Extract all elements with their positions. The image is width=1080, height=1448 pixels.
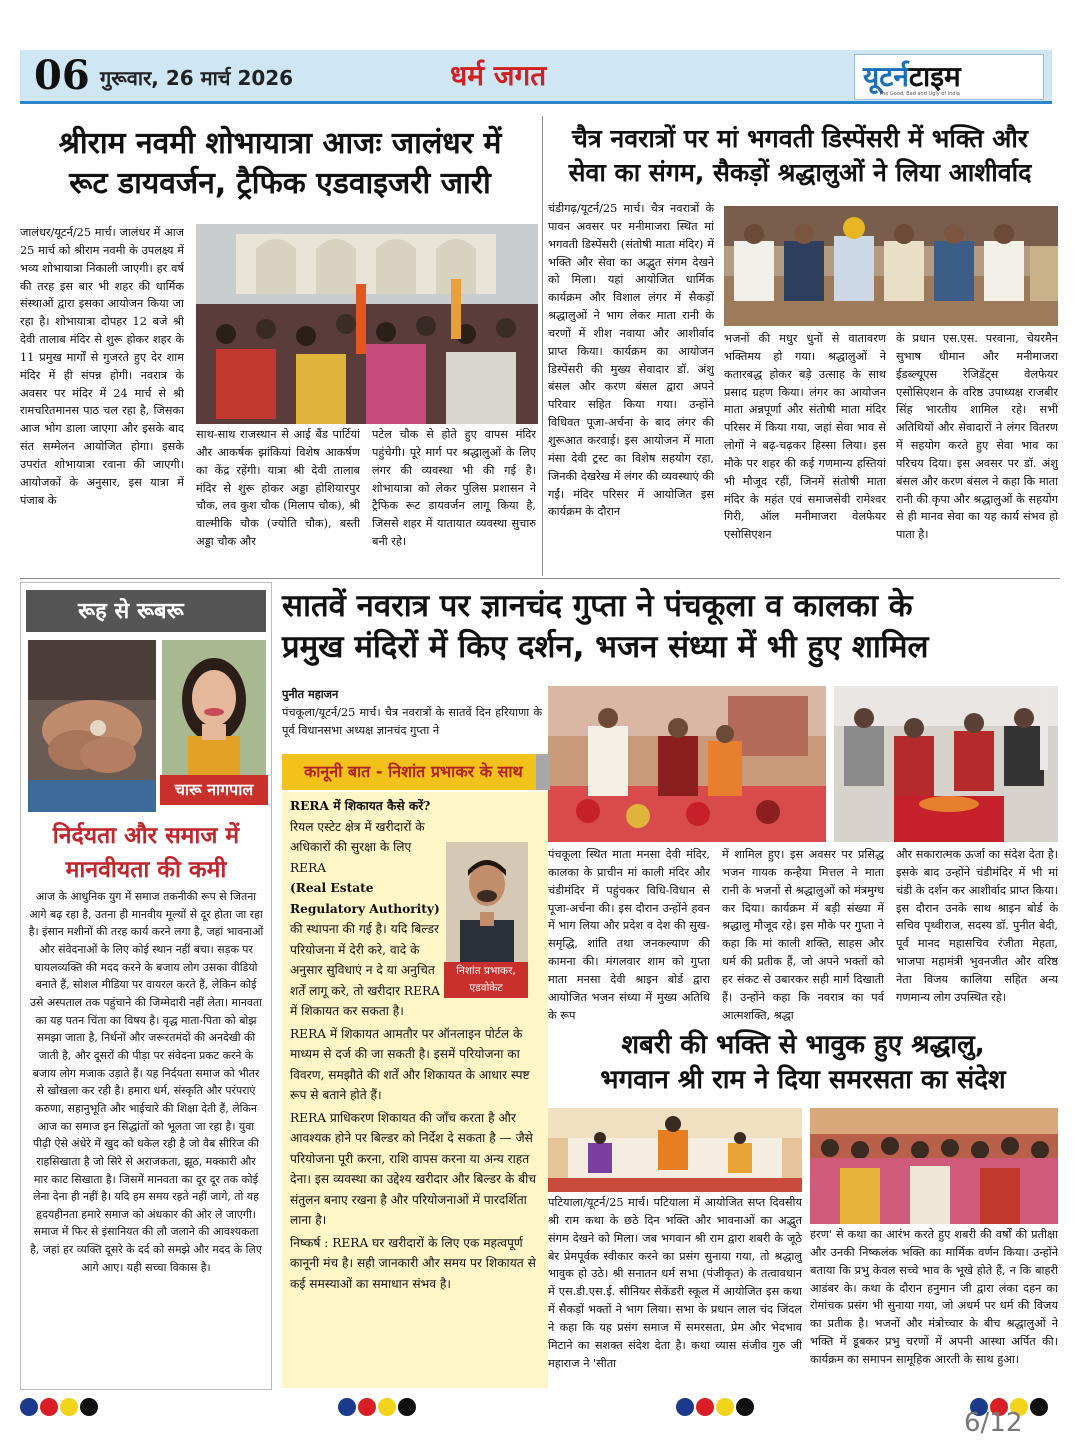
article4-headline-line1: शबरी की भक्ति से भावुक हुए श्रद्धालु,: [621, 1030, 985, 1060]
article1-col2: साथ-साथ राजस्थान से आई बैंड पार्टियां और आकर्षक झांकियां विशेष आकर्षण का केंद्र रहेंगी। यात्रा श्री देवी तालाब मंदिर से शुरू होकर अड्डा होशियारपुर चौक, लव कुश चौक (मिलाप चौक), श्री वाल्मीकि चौक (ज्योति चौक), बस्ती अड्डा चौक और: [196, 428, 360, 549]
article3-headline-line1: सातवें नवरात्र पर ज्ञानचंद गुप्ता ने पंचकूला व कालका के: [282, 588, 913, 624]
article4-col1: पटियाला/यूटर्न/25 मार्च। पटियाला में आयोजित सप्त दिवसीय श्री राम कथा के छठे दिन भक्ति और भावनाओं का अद्भुत संगम देखने को मिला। जब भगवान श्री राम द्वारा शबरी के जूठे बेर प्रेमपूर्वक स्वीकार करने का प्रसंग सुनाया गया, तो श्रद्धालु भावुक हो उठे। श्री सनातन धर्म सभा (पंजीकृत) के तत्वावधान में एस.डी.एस.ई. सीनियर सेकेंडरी स्कूल में आयोजित इस कथा में सैकड़ों भक्तों ने भाग लिया। सभा के प्रधान लाल चंद जिंदल ने कहा कि यह प्रसंग समाज में समरसता, प्रेम और भेदभाव मिटाने का सशक्त संदेश देता है। कथा व्यास संजीव गुरु जी महाराज ने 'सीता: [548, 1196, 802, 1370]
newspaper-logo: [854, 54, 1044, 100]
article3-byline: पुनीत महाजन: [282, 687, 339, 701]
article1-headline-line1: श्रीराम नवमी शोभायात्रा आजः जालंधर में: [58, 126, 502, 161]
scrollbar-thumb[interactable]: [1040, 690, 1048, 770]
legal-para4: निष्कर्ष : RERA घर खरीदारों के लिए एक महत्वपूर्ण कानूनी मंच है। सही जानकारी और समय पर शिकायत से कई समस्याओं का समाधान संभव है।: [290, 1235, 536, 1291]
legal-column-banner: [282, 754, 550, 790]
article4-photo-katha-stage: [548, 1108, 802, 1192]
article3-headline-line2: प्रमुख मंदिरों में किए दर्शन, भजन संध्या में भी हुए शामिल: [282, 629, 929, 666]
article3-lede: पंचकूला/यूटर्न/25 मार्च। चैत्र नवरात्रों के सातवें दिन हरियाणा के पूर्व विधानसभा अध्यक्ष ज्ञानचंद गुप्ता ने: [282, 706, 542, 737]
article3-photo-temple: [548, 686, 826, 842]
article4-col2: हरण' से कथा का आरंभ करते हुए शबरी की वर्षों की प्रतीक्षा और उनकी निष्कलंक भक्ति का मार्मिक वर्णन किया। उन्होंने बताया कि प्रभु केवल सच्चे भाव के भूखे होते हैं, न कि बाहरी आडंबर के। कथा के दौरान हनुमान जी द्वारा लंका दहन का रोमांचक प्रसंग भी सुनाया गया, जो अधर्म पर धर्म की विजय का प्रतीक है। भजनों और मंत्रोच्चार के बीच श्रद्धालुओं ने भक्ति में डूबकर प्रभु चरणों में अपनी आस्था अर्पित की। कार्यक्रम का समापन सामूहिक आरती के साथ हुआ।: [810, 1228, 1058, 1366]
article2-headline: [550, 124, 1050, 188]
legal-column-banner-label: कानूनी बात - निशांत प्रभाकर के साथ: [304, 762, 523, 781]
article3-photo-havan: [834, 686, 1058, 842]
column-banner-label: रूह से रूबरू: [78, 599, 184, 624]
issue-date: गुरूवार, 26 मार्च 2026: [100, 66, 294, 90]
legal-question: RERA में शिकायत कैसे करें?: [290, 799, 431, 813]
article3-col2: में शामिल हुए। इस अवसर पर प्रसिद्ध भजन गायक कन्हैया मित्तल ने माता रानी के भजनों से श्रद्धालुओं को मंत्रमुग्ध कर दिया। कार्यक्रम में बड़ी संख्या में श्रद्धालु मौजूद रहे। इस मौके पर गुप्ता ने कहा कि मां काली शक्ति, साहस और धर्म की प्रतीक हैं, जो अपने भक्तों को हर संकट से उबारकर सही मार्ग दिखाती हैं। उन्होंने कहा कि नवरात्र का पर्व आत्मशक्ति, श्रद्धा: [722, 848, 884, 1022]
article2-headline-line2: सेवा का संगम, सैकड़ों श्रद्धालुओं ने लिया आशीर्वाद: [568, 158, 1032, 187]
page-number: 06: [34, 52, 90, 99]
column-banner: [26, 590, 266, 632]
article4-photo-audience: [810, 1108, 1058, 1224]
legal-para1: रियल एस्टेट क्षेत्र में खरीदारों के अधिकारों की सुरक्षा के लिए RERA: [290, 819, 425, 875]
article3-headline: [282, 588, 1052, 666]
horizontal-divider: [20, 578, 1060, 579]
author-photo: [162, 640, 266, 780]
advocate-title: एडवोकेट: [469, 982, 503, 994]
page-counter: 6/12: [964, 1408, 1023, 1438]
article2-col3: के प्रधान एस.एस. परवाना, चेयरमैन सुभाष धीमान और मनीमाजरा ईडब्ल्यूएस रेजिडेंट्स वेलफेयर एसोसिएशन के वरिष्ठ उपाध्यक्ष राजबीर सिंह भारतीय शामिल रहे। सभी अतिथियों और सेवादारों ने लंगर वितरण में सहयोग करते हुए सेवा भाव का परिचय दिया। इस अवसर पर डॉ. अंशु बंसल और करण बंसल ने कहा कि माता रानी की कृपा और श्रद्धालुओं के सहयोग से ही मानव सेवा का यह कार्य संभव हो पाता है।: [896, 332, 1058, 542]
advocate-name-tag: [444, 962, 528, 998]
section-title: धर्म जगत: [450, 59, 547, 92]
article1-photo-procession: [196, 224, 538, 424]
article2-col1: चंडीगढ़/यूटर्न/25 मार्च। चैत्र नवरात्रों के पावन अवसर पर मनीमाजरा स्थित मां भगवती डिस्पेंसरी (संतोषी माता मंदिर) में भक्ति और सेवा का अद्भुत संगम देखने को मिला। यहां आयोजित धार्मिक कार्यक्रम और विशाल लंगर में सैकड़ों श्रद्धालुओं ने भाग लेकर माता रानी के चरणों में शीश नवाया और आशीर्वाद प्राप्त किया। कार्यक्रम का आयोजन डिस्पेंसरी की मुख्य सेवादार डॉ. अंशु बंसल और करण बंसल द्वारा अपने परिवार सहित किया गया। उन्होंने विधिवत पूजा-अर्चना के बाद लंगर की शुरूआत करवाई। इस आयोजन में माता मंसा देवी ट्रस्ट का विशेष सहयोग रहा, जिनकी देखरेख में लंगर की व्यवस्थाएं की गईं। मंदिर परिसर में आयोजित इस कार्यक्रम के दौरान: [548, 202, 714, 519]
legal-para2: RERA में शिकायत आमतौर पर ऑनलाइन पोर्टल के माध्यम से दर्ज की जा सकती है। इसमें परियोजना का विवरण, समझौते की शर्तें और शिकायत के आधार स्पष्ट रूप से बताने होते हैं।: [290, 1026, 530, 1102]
column-body: आज के आधुनिक युग में समाज तकनीकी रूप से जितना आगे बढ़ रहा है, उतना ही मानवीय मूल्यों से दूर होता जा रहा है। इंसान मशीनों की तरह कार्य करने लगा है, जहां भावनाओं और संवेदनाओं के लिए कोई स्थान नहीं बचा। सड़क पर घायलव्यक्ति की मदद करने के बजाय लोग उसका वीडियो बनाते हैं, सोशल मीडिया पर वायरल करते हैं, लेकिन कोई उसे अस्पताल तक पहुंचाने की जिम्मेदारी नहीं लेता। मानवता का यह पतन चिंता का विषय है। वृद्ध माता-पिता को बोझ समझा जाता है, निर्धनों और जरूरतमंदों की अनदेखी की जाती है, और दूसरों की पीड़ा पर संवेदना प्रकट करने के बजाय लोग मजाक उड़ाते हैं। यह निर्दयता समाज को भीतर से खोखला कर रही है। हमारा धर्म, संस्कृति और परंपराएं करुणा, सहानुभूति और भाईचारे की शिक्षा देती हैं, लेकिन आज का समाज इन सिद्धांतों को भूलता जा रहा है। युवा पीढ़ी ऐसे अंधेरे में खुद को धकेल रही है जो वैब सीरिज की राहसिखाता है जो सिरे से अराजकता, झूठ, मक्कारी और मार काट सिखाता है। जिसमें मानवता का दूर दूर तक कोई लेना देना ही नहीं है। यदि हम समय रहते नहीं जागे, तो यह हृदयहीनता हमारे समाज को अंधकार की ओर ले जाएगी। समाज में फिर से इंसानियत की लौ जलाने की आवश्यकता है, जहां हर व्यक्ति दूसरे के दर्द को समझे और मदद के लिए आगे आए। यही सच्चा विकास है।: [28, 890, 264, 1274]
legal-para3: RERA प्राधिकरण शिकायत की जाँच करता है और आवश्यक होने पर बिल्डर को निर्देश दे सकता है — जैसे परियोजना पूरी करना, राशि वापस करना या अन्य राहत देना। इस व्यवस्था का उद्देश्य खरीदार और बिल्डर के बीच संतुलन बनाए रखना है और परियोजनाओं में पारदर्शिता लाना है।: [290, 1110, 537, 1227]
logo-text-1: यूटर्न: [863, 60, 909, 93]
column-divider: [542, 116, 543, 576]
column-photo-hands: [28, 640, 156, 812]
article1-col1: जालंधर/यूटर्न/25 मार्च। जालंधर में आज 25 मार्च को श्रीराम नवमी के उपलक्ष्य में भव्य शोभायात्रा निकाली जाएगी। हर वर्ष की तरह इस बार भी शहर की धार्मिक संस्थाओं द्वारा इसका आयोजन किया जा रहा है। शोभायात्रा दोपहर 12 बजे श्री देवी तालाब मंदिर से शुरू होकर शहर के 11 प्रमुख मार्गों से गुजरते हुए देर शाम मंदिर में ही संपन्न होगी। नवरात्र के अवसर पर मंदिर में 24 मार्च से श्री रामचरितमानस पाठ चल रहा है, जिसका आज भोग डाला जाएगा और इसके बाद संत सम्मेलन आयोजित होगा। इसके उपरांत शोभायात्रा रवाना की जाएगी। आयोजकों के अनुसार, इस यात्रा में पंजाब के: [20, 226, 184, 507]
legal-para1-cont: की स्थापना की गई है। यदि बिल्डर परियोजना में देरी करे, वादे के अनुसार सुविधाएं न दे या अनुचित शर्तें लागू करे, तो खरीदार RERA में शिकायत कर सकता है।: [290, 922, 440, 1018]
column-title-line1: निर्दयता और समाज में: [52, 823, 240, 849]
page-header: [20, 50, 1052, 104]
author-name-tag: चारू नागपाल: [160, 775, 268, 805]
logo-tagline: The Good, Bad and Ugly of India: [879, 91, 960, 97]
article1-headline: [24, 126, 536, 202]
legal-para1-rera-fullform: (Real Estate Regulatory Authority): [290, 881, 440, 916]
article4-headline-line2: भगवान श्री राम ने दिया समरसता का संदेश: [600, 1065, 1006, 1096]
advocate-photo: [446, 842, 528, 962]
article3-col3: और सकारात्मक ऊर्जा का संदेश देता है। इसके बाद उन्होंने चंडीमंदिर में भी मां चंडी के दर्शन कर आशीर्वाद प्राप्त किया। इस दौरान उनके साथ श्राइन बोर्ड के सचिव पृथ्वीराज, सदस्य डॉ. पुनीत बेदी, पूर्व मानद महासचिव रंजीता मेहता, भाजपा महामंत्री भुवनजीत और वरिष्ठ नेता विजय कालिया सहित अन्य गणमान्य लोग उपस्थित रहे।: [896, 848, 1058, 1004]
article2-headline-line1: चैत्र नवरात्रों पर मां भगवती डिस्पेंसरी में भक्ति और: [571, 124, 1028, 153]
advocate-name: निशांत प्रभाकर,: [456, 965, 516, 977]
article1-headline-line2: रूट डायवर्जन, ट्रैफिक एडवाइजरी जारी: [69, 166, 491, 201]
article1-col3: पटेल चौक से होते हुए वापस मंदिर पहुंचेगी। पूरे मार्ग पर श्रद्धालुओं के लिए लंगर की व्यवस्था भी की गई है। शोभायात्रा को लेकर पुलिस प्रशासन ने ट्रैफिक रूट डायवर्जन लागू किया है, जिससे शहर में यातायात व्यवस्था सुचारु बनी रहे।: [372, 428, 536, 549]
column-title-line2: मानवीयता की कमी: [65, 857, 227, 883]
article3-col1: पंचकूला स्थित माता मनसा देवी मंदिर, कालका के प्राचीन मां काली मंदिर और चंडीमंदिर में पहुंचकर विधि-विधान से पूजा-अर्चना की। इस दौरान उन्होंने हवन में भाग लिया और प्रदेश व देश की सुख-समृद्धि, शांति तथा जनकल्याण की कामना की। मंगलवार शाम को गुप्ता माता मनसा देवी श्राइन बोर्ड द्वारा आयोजित भजन संध्या में मुख्य अतिथि के रूप: [548, 848, 710, 1022]
article2-photo-langar: [724, 206, 1058, 326]
article2-col2: भजनों की मधुर धुनों से वातावरण भक्तिमय हो गया। श्रद्धालुओं ने कतारबद्ध होकर बड़े उत्साह के साथ प्रसाद ग्रहण किया। लंगर का आयोजन माता अन्नपूर्णा और संतोषी माता मंदिर परिसर में किया गया, जहां सेवा भाव से लोगों ने बढ़-चढ़कर हिस्सा लिया। इस मौके पर शहर की कई गणमान्य हस्तियां भी मौजूद रहीं, जिनमें संतोषी माता मंदिर के महंत एवं समाजसेवी रामेश्वर गिरी, ऑल मनीमाजरा वेलफेयर एसोसिएशन: [724, 332, 886, 542]
article4-headline: [548, 1030, 1058, 1096]
logo-text-2: टाइम: [908, 60, 961, 93]
